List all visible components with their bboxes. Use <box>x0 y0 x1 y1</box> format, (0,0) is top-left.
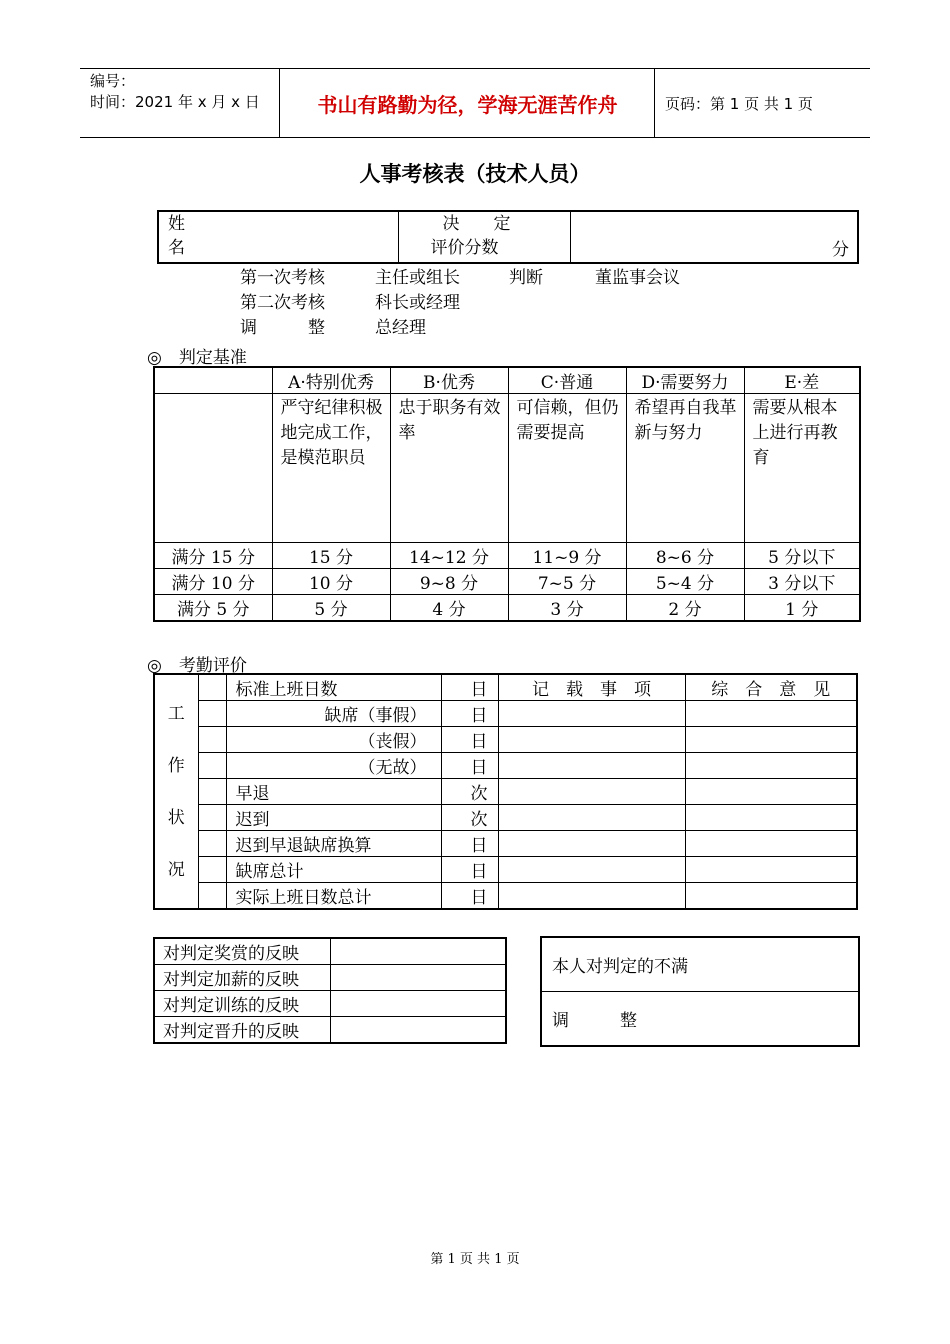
criteria-score-cell: 7~5 分 <box>508 569 626 595</box>
attendance-opinion-cell[interactable] <box>685 727 857 753</box>
review-line-2-stage: 第二次考核 <box>240 293 325 313</box>
reaction-label: 对判定晋升的反映 <box>154 1017 330 1044</box>
attendance-blank-cell <box>198 883 226 910</box>
header-meta <box>80 69 280 137</box>
attendance-opinion-cell[interactable] <box>685 857 857 883</box>
attendance-opinion-cell[interactable] <box>685 701 857 727</box>
review-line-2-reviewer: 科长或经理 <box>375 293 460 313</box>
work-status-char: 状 <box>167 807 185 828</box>
criteria-description-cell <box>154 394 272 543</box>
criteria-score-row <box>154 569 860 595</box>
criteria-header-cell: B·优秀 <box>390 367 508 394</box>
score-label-top: 决 定 <box>442 214 511 234</box>
attendance-opinion-cell[interactable] <box>685 753 857 779</box>
reaction-input[interactable] <box>330 991 506 1017</box>
reaction-table <box>153 937 507 1044</box>
adjustment-label[interactable]: 调 整 <box>541 992 859 1047</box>
attendance-unit: 日 <box>441 727 498 753</box>
review-line-1-reviewer: 主任或组长 <box>375 268 460 288</box>
criteria-score-cell: 14~12 分 <box>390 543 508 569</box>
reaction-label: 对判定加薪的反映 <box>154 965 330 991</box>
attendance-blank-cell <box>198 701 226 727</box>
opinion-column-header: 综 合 意 见 <box>685 674 857 701</box>
attendance-opinion-cell[interactable] <box>685 805 857 831</box>
attendance-unit: 日 <box>441 753 498 779</box>
attendance-unit: 次 <box>441 779 498 805</box>
attendance-row <box>154 727 857 753</box>
criteria-description-cell: 希望再自我革新与努力 <box>626 394 744 543</box>
criteria-header-cell <box>154 367 272 394</box>
reaction-input[interactable] <box>330 1017 506 1044</box>
attendance-record-cell[interactable] <box>498 883 685 910</box>
work-status-char: 工 <box>167 703 185 724</box>
criteria-score-row <box>154 595 860 622</box>
attendance-record-cell[interactable] <box>498 727 685 753</box>
header-page-info: 页码：第 1 页 共 1 页 <box>665 94 813 113</box>
attendance-row <box>154 883 857 910</box>
work-status-char: 况 <box>167 859 185 880</box>
reaction-input[interactable] <box>330 965 506 991</box>
attendance-item: （无故） <box>226 753 441 779</box>
attendance-blank-cell <box>198 727 226 753</box>
score-label-bottom: 评价分数 <box>430 238 499 258</box>
reaction-label: 对判定训练的反映 <box>154 991 330 1017</box>
criteria-score-row <box>154 543 860 569</box>
reaction-row <box>154 965 506 991</box>
attendance-opinion-cell[interactable] <box>685 883 857 910</box>
record-column-header: 记 载 事 项 <box>498 674 685 701</box>
criteria-description-row <box>154 394 860 543</box>
attendance-unit: 次 <box>441 805 498 831</box>
work-status-label <box>154 674 198 909</box>
attendance-blank-cell <box>198 805 226 831</box>
attendance-item: 迟到 <box>226 805 441 831</box>
header-motto: 书山有路勤为径，学海无涯苦作舟 <box>281 69 655 137</box>
criteria-header-cell: A·特别优秀 <box>272 367 390 394</box>
criteria-score-cell: 2 分 <box>626 595 744 622</box>
reaction-row <box>154 991 506 1017</box>
review-line-1-board: 董监事会议 <box>595 268 680 288</box>
reaction-input[interactable] <box>330 938 506 965</box>
attendance-record-cell[interactable] <box>498 779 685 805</box>
attendance-item: 早退 <box>226 779 441 805</box>
name-label-bottom: 名 <box>168 238 185 258</box>
document-time-label: 时间：2021 年 x 月 x 日 <box>90 93 260 111</box>
attendance-blank-cell <box>198 753 226 779</box>
criteria-score-cell: 15 分 <box>272 543 390 569</box>
attendance-blank-cell <box>198 674 226 701</box>
score-label-cell <box>398 211 570 263</box>
attendance-item: 标准上班日数 <box>226 674 441 701</box>
attendance-blank-cell <box>198 831 226 857</box>
criteria-score-cell: 满分 15 分 <box>154 543 272 569</box>
review-line-1-stage: 第一次考核 <box>240 268 325 288</box>
reaction-row <box>154 1017 506 1044</box>
criteria-score-cell: 11~9 分 <box>508 543 626 569</box>
criteria-description-cell: 需要从根本上进行再教育 <box>744 394 860 543</box>
attendance-unit: 日 <box>441 701 498 727</box>
attendance-table <box>153 673 858 910</box>
attendance-item: 迟到早退缺席换算 <box>226 831 441 857</box>
criteria-table <box>153 366 861 622</box>
form-title: 人事考核表（技术人员） <box>359 162 591 186</box>
name-cell[interactable] <box>158 211 398 263</box>
attendance-unit: 日 <box>441 857 498 883</box>
criteria-score-cell: 9~8 分 <box>390 569 508 595</box>
attendance-row <box>154 805 857 831</box>
criteria-description-cell: 可信赖，但仍需要提高 <box>508 394 626 543</box>
criteria-score-cell: 满分 10 分 <box>154 569 272 595</box>
reaction-row <box>154 938 506 965</box>
attendance-opinion-cell[interactable] <box>685 831 857 857</box>
attendance-unit: 日 <box>441 883 498 910</box>
attendance-item: （丧假） <box>226 727 441 753</box>
name-score-table <box>157 210 859 264</box>
criteria-score-cell: 4 分 <box>390 595 508 622</box>
criteria-score-cell: 5~4 分 <box>626 569 744 595</box>
attendance-record-cell[interactable] <box>498 857 685 883</box>
attendance-record-cell[interactable] <box>498 805 685 831</box>
attendance-blank-cell <box>198 857 226 883</box>
criteria-score-cell: 5 分 <box>272 595 390 622</box>
attendance-row <box>154 857 857 883</box>
criteria-header-cell: E·差 <box>744 367 860 394</box>
review-line-3-stage: 调 整 <box>240 318 325 338</box>
dissatisfaction-label[interactable]: 本人对判定的不满 <box>541 937 859 992</box>
score-unit: 分 <box>832 240 849 260</box>
criteria-score-cell: 10 分 <box>272 569 390 595</box>
criteria-description-cell: 忠于职务有效率 <box>390 394 508 543</box>
name-label-top: 姓 <box>168 214 185 234</box>
page-header <box>80 68 870 138</box>
attendance-section-heading: ◎ 考勤评价 <box>147 656 247 676</box>
attendance-record-cell[interactable] <box>498 753 685 779</box>
review-lines <box>0 266 950 346</box>
attendance-item: 缺席（事假） <box>226 701 441 727</box>
attendance-unit: 日 <box>441 674 498 701</box>
criteria-section-heading: ◎ 判定基准 <box>147 348 247 368</box>
criteria-score-cell: 3 分以下 <box>744 569 860 595</box>
work-status-char: 作 <box>167 755 185 776</box>
attendance-row <box>154 674 857 701</box>
attendance-item: 实际上班日数总计 <box>226 883 441 910</box>
attendance-row <box>154 831 857 857</box>
criteria-header-cell: D·需要努力 <box>626 367 744 394</box>
page-footer: 第 1 页 共 1 页 <box>430 1252 520 1267</box>
dissatisfaction-table <box>540 936 860 1047</box>
attendance-blank-cell <box>198 779 226 805</box>
criteria-header-row <box>154 367 860 394</box>
attendance-item: 缺席总计 <box>226 857 441 883</box>
score-value-cell[interactable] <box>570 211 858 263</box>
attendance-opinion-cell[interactable] <box>685 779 857 805</box>
attendance-row <box>154 701 857 727</box>
document-number-label: 编号： <box>90 72 136 90</box>
criteria-description-cell: 严守纪律积极地完成工作，是模范职员 <box>272 394 390 543</box>
reaction-label: 对判定奖赏的反映 <box>154 938 330 965</box>
criteria-score-cell: 1 分 <box>744 595 860 622</box>
attendance-row <box>154 753 857 779</box>
criteria-score-cell: 5 分以下 <box>744 543 860 569</box>
attendance-row <box>154 779 857 805</box>
review-line-3-reviewer: 总经理 <box>375 318 426 338</box>
criteria-score-cell: 3 分 <box>508 595 626 622</box>
attendance-record-cell[interactable] <box>498 701 685 727</box>
criteria-header-cell: C·普通 <box>508 367 626 394</box>
review-line-1-judgement: 判断 <box>509 268 543 288</box>
criteria-score-cell: 8~6 分 <box>626 543 744 569</box>
criteria-score-cell: 满分 5 分 <box>154 595 272 622</box>
attendance-record-cell[interactable] <box>498 831 685 857</box>
attendance-unit: 日 <box>441 831 498 857</box>
